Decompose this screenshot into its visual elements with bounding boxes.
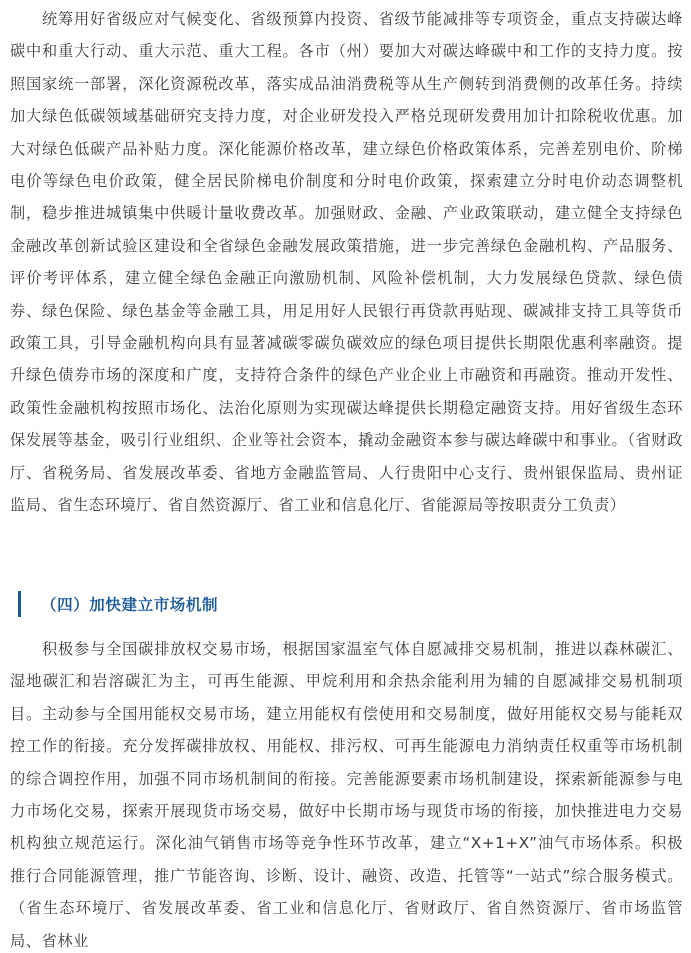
section-heading-title: （四）加快建立市场机制 — [41, 596, 219, 614]
heading-accent-bar — [18, 591, 21, 617]
intro-paragraph: 统筹用好省级应对气候变化、省级预算内投资、省级节能减排等专项资金，重点支持碳达峰碳中和重大行动、重大示范、重大工程。各市（州）要加大对碳达峰碳中和工作的支持力度。按照国家统一部署，深化资源税改革，落实成品油消费税等从生产侧转到消费侧的改革任务。持续加大绿色低碳领域基础研究支持力度，对企业研发投入严格兑现研发费用加计扣除税收优惠。加大对绿色低碳产品补贴力度。深化能源价格改革，建立绿色价格政策体系，完善差别电价、阶梯电价等绿色电价政策，健全居民阶梯电价制度和分时电价政策，探索建立分时电价动态调整机制，稳步推进城镇集中供暖计量收费改革。加强财政、金融、产业政策联动，建立健全支持绿色金融改革创新试验区建设和全省绿色金融发展政策措施，进一步完善绿色金融机构、产品服务、评价考评体系，建立健全绿色金融正向激励机制、风险补偿机制，大力发展绿色贷款、绿色债券、绿色保险、绿色基金等金融工具，用足用好人民银行再贷款再贴现、碳减排支持工具等货币政策工具，引导金融机构向具有显著减碳零碳负碳效应的绿色项目提供长期限优惠利率融资。提升绿色债券市场的深度和广度，支持符合条件的绿色产业企业上市融资和再融资。推动开发性、政策性金融机构按照市场化、法治化原则为实现碳达峰提供长期稳定融资支持。用好省级生态环保发展等基金，吸引行业组织、企业等社会资本，撬动金融资本参与碳达峰碳中和事业。（省财政厅、省税务局、省发展改革委、省地方金融监管局、人行贵阳中心支行、贵州银保监局、贵州证监局、省生态环境厅、省自然资源厅、省工业和信息化厅、省能源局等按职责分工负责） — [10, 10, 683, 515]
section-heading — [18, 590, 218, 618]
market-mechanism-paragraph: 积极参与全国碳排放权交易市场，根据国家温室气体自愿减排交易机制，推进以森林碳汇、湿地碳汇和岩溶碳汇为主，可再生能源、甲烷利用和余热余能利用为辅的自愿减排交易机制项目。主动参与全国用能权交易市场，建立用能权有偿使用和交易制度，做好用能权交易与能耗双控工作的衔接。充分发挥碳排放权、用能权、排污权、可再生能源电力消纳责任权重等市场机制的综合调控作用，加强不同市场机制间的衔接。完善能源要素市场机制建设，探索新能源参与电力市场化交易，探索开展现货市场交易，做好中长期市场与现货市场的衔接，加快推进电力交易机构独立规范运行。深化油气销售市场等竞争性环节改革，建立“X+1+X”油气市场体系。积极推行合同能源管理，推广节能咨询、诊断、设计、融资、改造、托管等“一站式”综合服务模式。（省生态环境厅、省发展改革委、省工业和信息化厅、省财政厅、省自然资源厅、省市场监管局、省林业 — [10, 640, 683, 950]
